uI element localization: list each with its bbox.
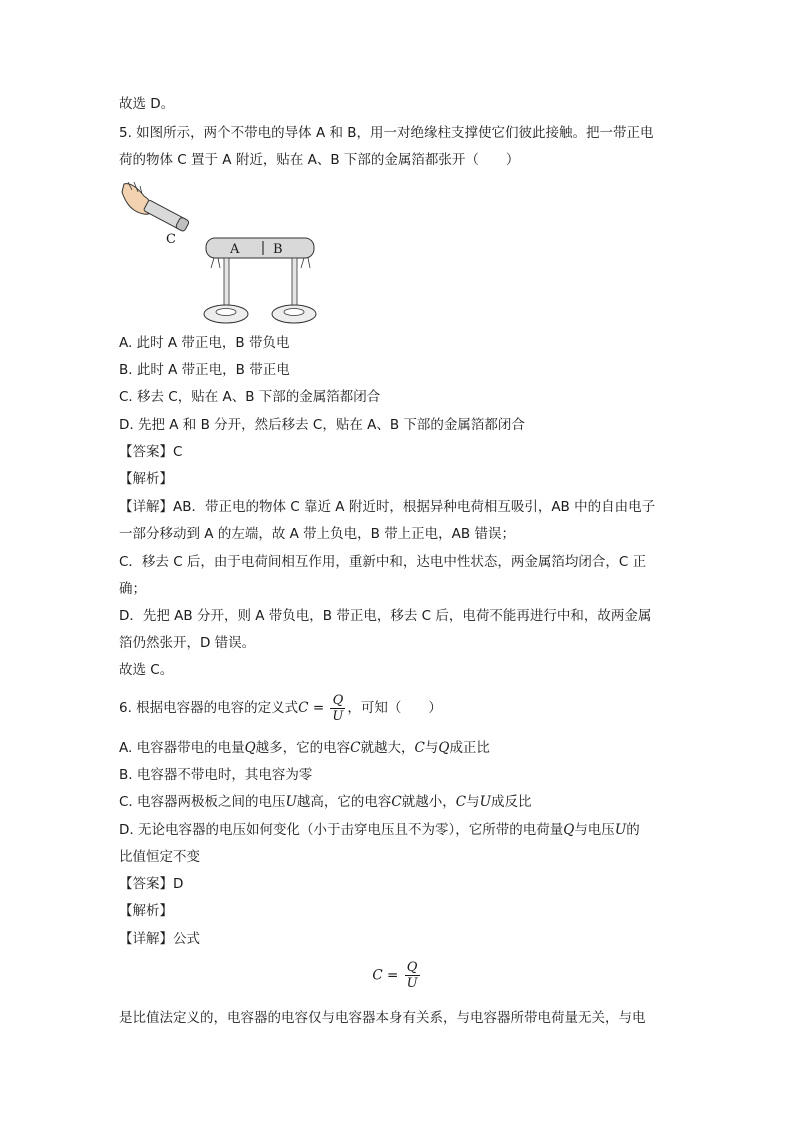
option-6a: A. 电容器带电的电量Q越多，它的电容C就越大，C与Q成正比 [119, 740, 490, 756]
question-5-stem: 5. 如图所示，两个不带电的导体 A 和 B，用一对绝缘柱支撑使它们彼此接触。把一带正电 [119, 125, 654, 141]
option-6d: D. 无论电容器的电压如何变化（小于击穿电压且不为零），它所带的电荷量Q与电压U的 [119, 822, 640, 838]
analysis-5-line: 确； [119, 581, 146, 597]
analysis-5-line: C．移去 C 后，由于电荷间相互作用，重新中和，达电中性状态，两金属箔均闭合，C 正 [119, 554, 647, 570]
formula-display: C = $\frac{Q}{U}$ [372, 960, 418, 991]
question-5-stem-cont: 荷的物体 C 置于 A 附近，贴在 A、B 下部的金属箔都张开（ ） [119, 152, 520, 168]
analysis-5-line: 【详解】AB．带正电的物体 C 靠近 A 附近时，根据异种电荷相互吸引，AB 中的自由电子 [119, 499, 656, 515]
analysis-6-line: 【详解】公式 [119, 931, 200, 947]
option-6c: C. 电容器两极板之间的电压U越高，它的电容C就越小，C与U成反比 [119, 794, 532, 810]
text-line: 故选 D。 [119, 96, 175, 112]
option-6b: B. 电容器不带电时，其电容为零 [119, 767, 313, 783]
option-5c: C. 移去 C，贴在 A、B 下部的金属箔都闭合 [119, 389, 381, 405]
analysis-heading-5: 【解析】 [119, 471, 173, 487]
option-5b: B. 此时 A 带正电，B 带正电 [119, 362, 290, 378]
analysis-5-line: D．先把 AB 分开，则 A 带负电，B 带正电，移去 C 后，电荷不能再进行中和，故两金属 [119, 608, 652, 624]
analysis-6-line: 是比值法定义的，电容器的电容仅与电容器本身有关系，与电容器所带电荷量无关，与电 [119, 1010, 646, 1026]
analysis-5-line: 一部分移动到 A 的左端，故 A 带上负电，B 带上正电，AB 错误； [119, 526, 515, 542]
label-a: A [230, 242, 240, 257]
analysis-heading-6: 【解析】 [119, 903, 173, 919]
answer-6: 【答案】D [119, 876, 184, 892]
option-5d: D. 先把 A 和 B 分开，然后移去 C，贴在 A、B 下部的金属箔都闭合 [119, 417, 525, 433]
conclusion-5: 故选 C。 [119, 662, 174, 678]
fraction-q-over-u: $\frac{Q}{U}$ [332, 692, 344, 724]
option-6d-cont: 比值恒定不变 [119, 849, 200, 865]
electrostatic-induction-figure [118, 178, 328, 328]
label-b: B [273, 242, 283, 257]
conductor-ab [206, 238, 314, 258]
answer-5: 【答案】C [119, 444, 183, 460]
analysis-5-line: 箔仍然张开，D 错误。 [119, 635, 256, 651]
option-5a: A. 此时 A 带正电，B 带负电 [119, 335, 290, 351]
label-c: C [166, 232, 176, 247]
question-6-stem: 6. 根据电容器的电容的定义式C = $\frac{Q}{U}$ ，可知（ ） [119, 692, 442, 724]
